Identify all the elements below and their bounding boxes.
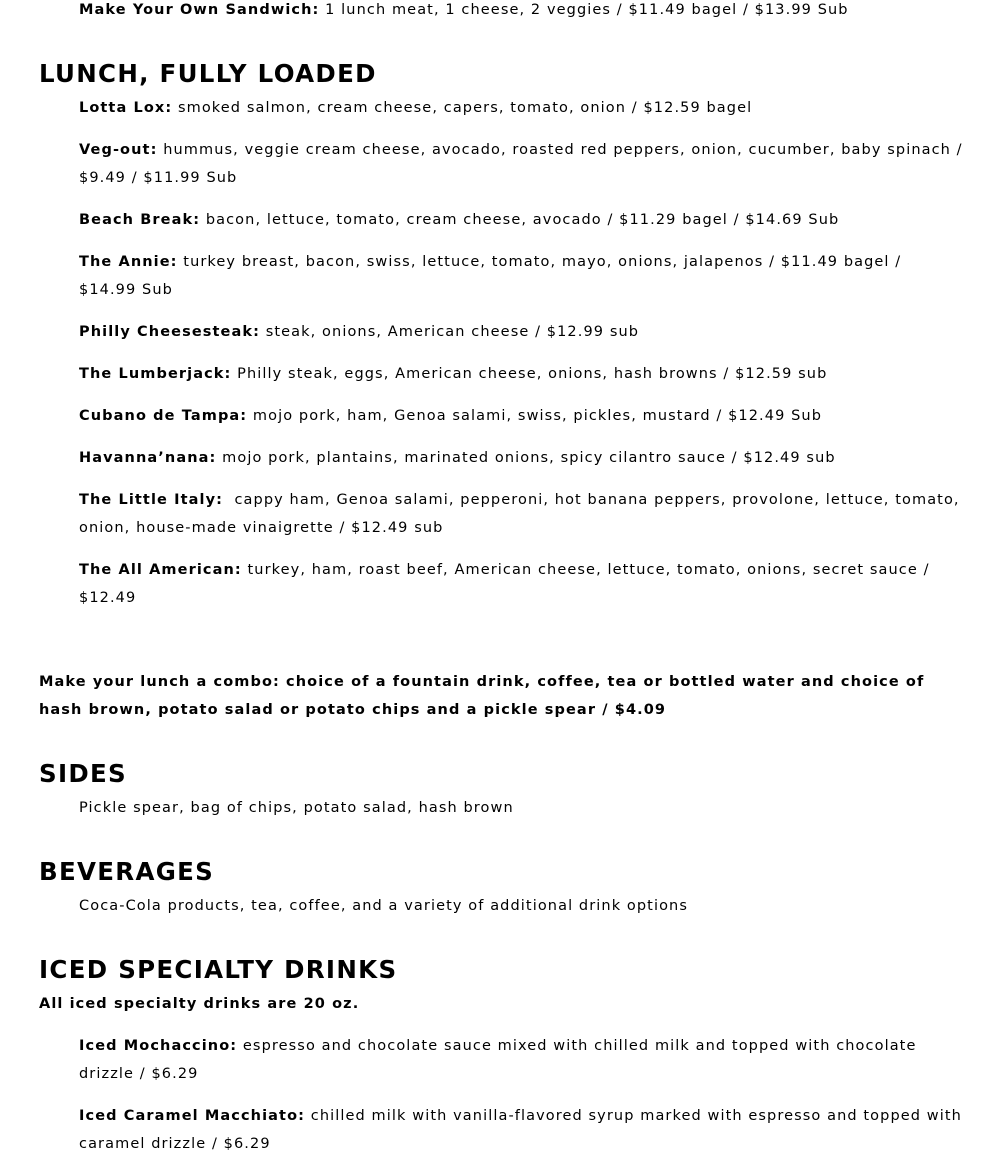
item-name: The Little Italy:	[79, 492, 224, 508]
item-description: chilled milk with vanilla-flavored syrup marked with espresso and topped with caramel drizzle / $6.29	[79, 1108, 962, 1152]
item-description: turkey breast, bacon, swiss, lettuce, tomato, mayo, onions, jalapenos / $11.49 bagel / $14.99 Sub	[79, 254, 902, 298]
item-name: The Lumberjack:	[79, 366, 232, 382]
item-name: Iced Caramel Macchiato:	[79, 1108, 306, 1124]
section-heading-sides: SIDES	[39, 759, 127, 788]
item-description: mojo pork, plantains, marinated onions, spicy cilantro sauce / $12.49 sub	[216, 450, 836, 466]
item-description: mojo pork, ham, Genoa salami, swiss, pickles, mustard / $12.49 Sub	[247, 408, 823, 424]
item-description: hummus, veggie cream cheese, avocado, roasted red peppers, onion, cucumber, baby spinach / $9.49 / $11.99 Sub	[79, 142, 963, 186]
menu-item	[79, 318, 964, 346]
iced-drinks-note: All iced specialty drinks are 20 oz.	[39, 996, 360, 1012]
menu-item	[79, 136, 964, 192]
section-heading-beverages: BEVERAGES	[39, 857, 215, 886]
item-name: The All American:	[79, 562, 242, 578]
item-name: Make Your Own Sandwich:	[79, 2, 320, 18]
menu-item	[79, 94, 964, 122]
item-name: The Annie:	[79, 254, 178, 270]
item-name: Beach Break:	[79, 212, 201, 228]
sides-text: Pickle spear, bag of chips, potato salad, hash brown	[79, 800, 514, 816]
item-description: turkey, ham, roast beef, American cheese, lettuce, tomato, onions, secret sauce / $12.49	[79, 562, 930, 606]
item-description: steak, onions, American cheese / $12.99 sub	[259, 324, 640, 340]
item-description: espresso and chocolate sauce mixed with chilled milk and topped with chocolate drizzle / $6.29	[79, 1038, 917, 1082]
menu-page	[39, 0, 964, 1158]
menu-item	[79, 206, 964, 234]
menu-item	[79, 556, 964, 612]
section-heading-lunch: LUNCH, FULLY LOADED	[39, 59, 377, 88]
item-description: bacon, lettuce, tomato, cream cheese, avocado / $11.29 bagel / $14.69 Sub	[200, 212, 840, 228]
item-name: Lotta Lox:	[79, 100, 173, 116]
item-description: 1 lunch meat, 1 cheese, 2 veggies / $11.49 bagel / $13.99 Sub	[319, 2, 849, 18]
menu-item	[79, 402, 964, 430]
menu-item	[79, 444, 964, 472]
item-name: Philly Cheesesteak:	[79, 324, 260, 340]
menu-item	[79, 248, 964, 304]
menu-item	[79, 1102, 964, 1158]
item-description: smoked salmon, cream cheese, capers, tomato, onion / $12.59 bagel	[172, 100, 753, 116]
combo-note: Make your lunch a combo: choice of a fountain drink, coffee, tea or bottled water and choice of hash brown, potato salad or potato chips and a pickle spear / $4.09	[39, 674, 925, 718]
item-name: Cubano de Tampa:	[79, 408, 248, 424]
menu-item-make-your-own	[79, 0, 964, 24]
item-name: Iced Mochaccino:	[79, 1038, 238, 1054]
section-heading-iced-drinks: ICED SPECIALTY DRINKS	[39, 955, 398, 984]
item-description: cappy ham, Genoa salami, pepperoni, hot banana peppers, provolone, lettuce, tomato, onion, house-made vinaigrette / $12.49 sub	[79, 492, 966, 536]
beverages-text: Coca-Cola products, tea, coffee, and a variety of additional drink options	[79, 898, 689, 914]
menu-item	[79, 486, 964, 542]
menu-item	[79, 360, 964, 388]
item-name: Veg-out:	[79, 142, 158, 158]
item-name: Havanna’nana:	[79, 450, 217, 466]
item-description: Philly steak, eggs, American cheese, onions, hash browns / $12.59 sub	[231, 366, 828, 382]
menu-item	[79, 1032, 964, 1088]
